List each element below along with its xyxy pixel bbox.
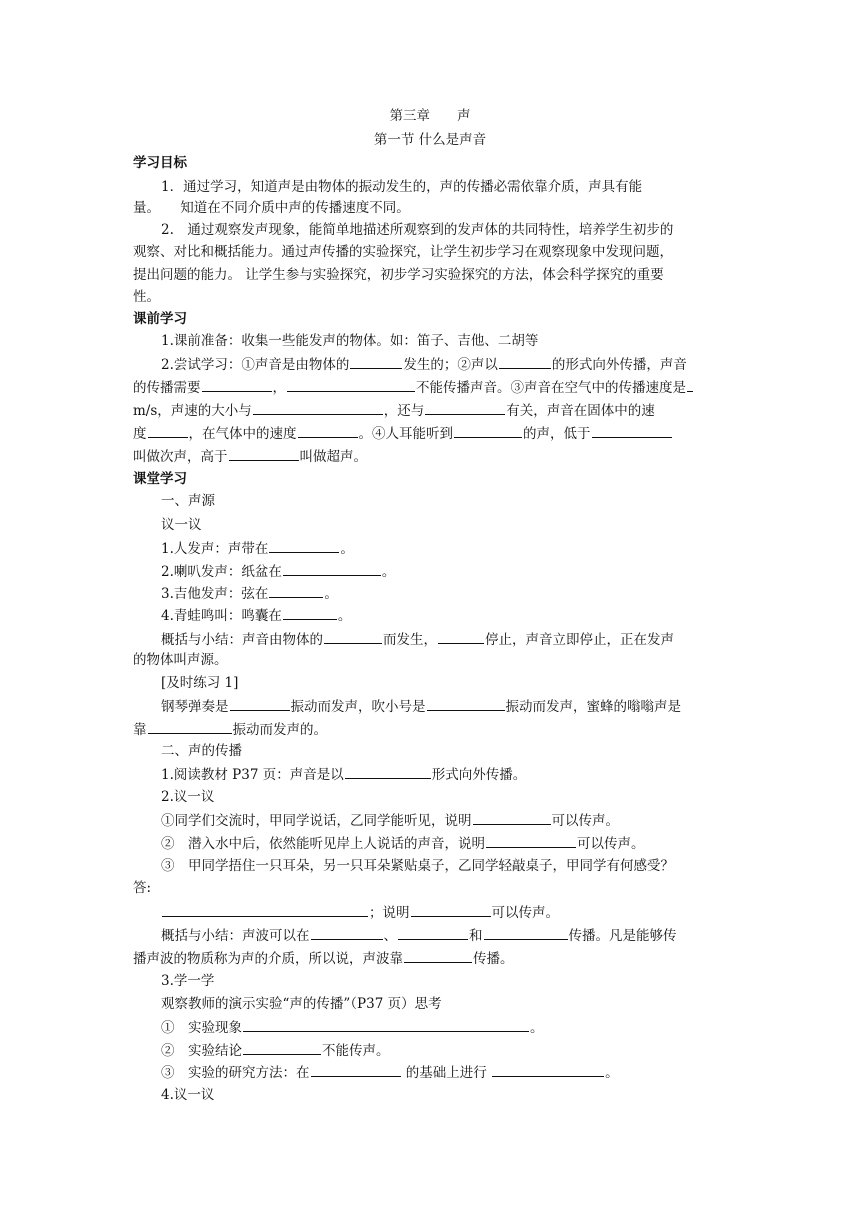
try-text: ， [272, 380, 286, 396]
case-text: 可以传声。 [551, 813, 619, 829]
blank[interactable] [492, 1063, 604, 1077]
section-sound-source: 一、声源 [161, 493, 215, 509]
summary-text: 概括与小结：声波可以在 [161, 928, 310, 944]
goals-heading: 学习目标 [133, 155, 187, 171]
section-propagation: 二、声的传播 [161, 743, 242, 759]
goal-2-line-4: 性。 [133, 289, 160, 305]
period: 。 [381, 564, 396, 580]
try-line-3 [133, 401, 655, 420]
goal-2-line-1: 2. 通过观察发声现象，能简单地描述所观察到的发声体的共同特性，培养学生初步的 [161, 222, 674, 238]
experiment-text: 不能传声。 [322, 1043, 390, 1059]
blank[interactable] [311, 926, 383, 940]
practice-label: [及时练习 1] [161, 675, 239, 691]
practice-text: 振动而发声，吹小号是 [290, 699, 426, 715]
blank[interactable] [411, 903, 491, 917]
summary-text: 停止，声音立即停止，正在发声 [485, 632, 674, 648]
experiment-3 [161, 1063, 619, 1082]
read-text: 形式向外传播。 [431, 767, 527, 783]
blank[interactable] [350, 355, 402, 369]
experiment-1 [161, 1018, 544, 1037]
answer-line [161, 903, 559, 922]
blank[interactable] [283, 606, 337, 620]
question-1 [161, 539, 354, 558]
practice-line-1 [161, 697, 681, 716]
blank[interactable] [148, 720, 232, 734]
practice-line-2 [133, 720, 327, 739]
period: 。 [324, 586, 338, 602]
case-3: ③ 甲同学捂住一只耳朵，另一只耳朵紧贴桌子，乙同学轻敲桌子，甲同学有何感受？ [161, 858, 674, 874]
question-text: 2.喇叭发声：纸盆在 [161, 564, 282, 580]
question-3 [161, 584, 338, 603]
try-text: m/s，声速的大小与 [133, 403, 252, 419]
period: 。 [530, 1020, 544, 1036]
try-text: 的形式向外传播，声音 [551, 357, 687, 373]
blank[interactable] [148, 424, 188, 438]
summary-1-line-2: 的物体叫声源。 [133, 652, 228, 668]
blank[interactable] [438, 630, 484, 644]
summary-text: 传播。 [473, 951, 514, 967]
blank[interactable] [687, 378, 693, 392]
try-line-1 [161, 355, 687, 374]
discuss-label: 议一议 [161, 517, 202, 533]
chapter-title: 第三章 声 [389, 108, 471, 124]
blank[interactable] [592, 424, 672, 438]
try-text: 发生的；②声以 [403, 357, 498, 373]
experiment-text: ① 实验现象 [161, 1020, 242, 1036]
question-text: 4.青蛙鸣叫：鸣囊在 [161, 608, 282, 624]
try-text: 。④人耳能听到 [358, 426, 453, 442]
answer-text: ；说明 [369, 905, 410, 921]
try-text: ，还与 [383, 403, 425, 419]
question-2 [161, 562, 395, 581]
blank[interactable] [311, 1063, 401, 1077]
practice-text: 振动而发声，蜜蜂的嗡嗡声是 [505, 699, 681, 715]
learn-label: 3.学一学 [161, 973, 215, 989]
blank[interactable] [404, 949, 472, 963]
blank[interactable] [425, 401, 505, 415]
observe-line: 观察教师的演示实验“声的传播”（P37 页）思考 [161, 996, 442, 1012]
case-text: ①同学们交流时，甲同学说话，乙同学能听见，说明 [161, 813, 472, 829]
try-text: 叫做次声，高于 [133, 449, 228, 465]
blank[interactable] [287, 378, 415, 392]
question-text: 1.人发声：声带在 [161, 541, 269, 557]
try-text: 不能传播声音。③声音在空气中的传播速度是 [416, 380, 686, 396]
blank[interactable] [484, 926, 568, 940]
answer-text: 可以传声。 [491, 905, 559, 921]
summary-2-line-2 [133, 949, 514, 968]
section-title: 第一节 什么是声音 [373, 132, 487, 148]
discuss-2: 2.议一议 [161, 789, 215, 805]
practice-text: 钢琴弹奏是 [161, 699, 229, 715]
try-text: 叫做超声。 [299, 449, 367, 465]
try-text: 的声，低于 [523, 426, 591, 442]
summary-text: 播声波的物质称为声的介质，所以说，声波靠 [133, 951, 403, 967]
try-text: ，在气体中的速度 [188, 426, 297, 442]
try-line-4 [133, 424, 673, 443]
prep-line: 1.课前准备：收集一些能发声的物体。如：笛子、吉他、二胡等 [161, 333, 539, 349]
blank[interactable] [473, 811, 551, 825]
answer-label: 答: [133, 880, 152, 896]
summary-text: 概括与小结：声音由物体的 [161, 632, 323, 648]
blank[interactable] [499, 355, 551, 369]
blank[interactable] [162, 903, 368, 917]
practice-text: 振动而发声的。 [232, 722, 327, 738]
blank[interactable] [243, 1018, 529, 1032]
preclass-heading: 课前学习 [133, 311, 187, 327]
discuss-4: 4.议一议 [161, 1087, 215, 1103]
blank[interactable] [202, 378, 272, 392]
try-line-5 [133, 447, 367, 466]
summary-2-line-1 [161, 926, 677, 945]
goal-1-line-2: 量。 知道在不同介质中声的传播速度不同。 [133, 200, 410, 216]
practice-text: 靠 [133, 722, 147, 738]
case-text: 可以传声。 [577, 836, 645, 852]
read-text: 1.阅读教材 P37 页：声音是以 [161, 767, 344, 783]
summary-1-line-1 [161, 630, 674, 649]
inclass-heading: 课堂学习 [133, 471, 187, 487]
goal-2-line-2: 观察、对比和概括能力。通过声传播的实验探究，让学生初步学习在观察现象中发现问题， [133, 244, 673, 260]
try-line-2 [133, 378, 694, 397]
blank[interactable] [298, 424, 358, 438]
try-text: 2.尝试学习：①声音是由物体的 [161, 357, 350, 373]
blank[interactable] [243, 1041, 321, 1055]
try-text: 有关，声音在固体中的速 [506, 403, 655, 419]
summary-text: 、 [383, 928, 397, 944]
blank[interactable] [229, 447, 299, 461]
summary-text: 传播。凡是能够传 [568, 928, 677, 944]
case-1 [161, 811, 619, 830]
summary-text: 和 [469, 928, 483, 944]
blank[interactable] [345, 765, 431, 779]
experiment-text: 的基础上进行 [401, 1065, 492, 1081]
case-text: ② 潜入水中后，依然能听见岸上人说话的声音，说明 [161, 836, 485, 852]
blank[interactable] [253, 401, 383, 415]
blank[interactable] [324, 630, 382, 644]
question-text: 3.吉他发声：弦在 [161, 586, 269, 602]
experiment-2 [161, 1041, 390, 1060]
blank[interactable] [269, 584, 323, 598]
blank[interactable] [230, 697, 290, 711]
goal-2-line-3: 提出问题的能力。 让学生参与实验探究，初步学习实验探究的方法，体会科学探究的重要 [133, 267, 664, 283]
period: 。 [340, 541, 354, 557]
blank[interactable] [283, 562, 381, 576]
blank[interactable] [486, 834, 576, 848]
try-text: 度 [133, 426, 147, 442]
blank[interactable] [398, 926, 468, 940]
experiment-text: ③ 实验的研究方法：在 [161, 1065, 310, 1081]
blank[interactable] [269, 539, 339, 553]
case-2 [161, 834, 645, 853]
period: 。 [337, 608, 352, 624]
summary-text: 而发生， [383, 632, 437, 648]
period: 。 [605, 1065, 619, 1081]
experiment-text: ② 实验结论 [161, 1043, 242, 1059]
blank[interactable] [427, 697, 505, 711]
goal-1-line-1: 1．通过学习，知道声是由物体的振动发生的，声的传播必需依靠介质，声具有能 [161, 179, 643, 195]
question-4 [161, 606, 351, 625]
blank[interactable] [454, 424, 522, 438]
read-line [161, 765, 526, 784]
try-text: 的传播需要 [133, 380, 201, 396]
